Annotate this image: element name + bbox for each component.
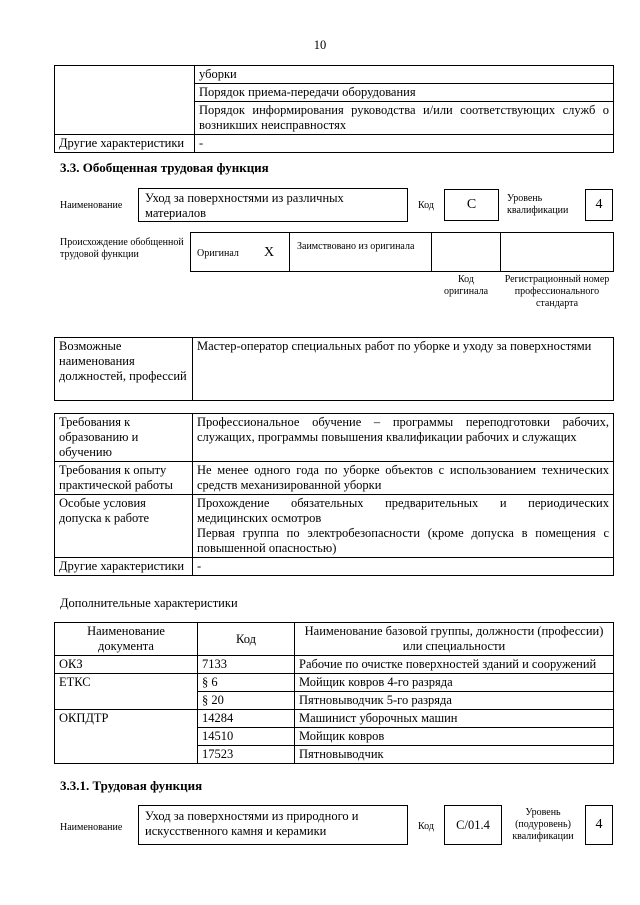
- table-row: [55, 674, 614, 692]
- other-label: Другие характеристики: [55, 135, 195, 153]
- req-label: Другие характеристики: [55, 558, 193, 576]
- reg-number-box: [500, 232, 614, 272]
- table-row: [55, 414, 614, 462]
- header-cell: Код: [198, 623, 295, 656]
- additional-table: [54, 622, 614, 764]
- header-cell: Наименование документа: [55, 623, 198, 656]
- reg-number-caption: Регистрационный номер профессионального стандарта: [504, 274, 610, 309]
- name-value: Уход за поверхностями из различных материалов: [138, 188, 408, 222]
- code-value: C: [444, 189, 499, 221]
- subsection-heading: 3.3.1. Трудовая функция: [60, 778, 203, 793]
- doc-cell: ЕТКС: [55, 674, 198, 710]
- table-cell: Порядок информирования руководства и/или соответствующих служб о возникших неисправностях: [195, 102, 614, 135]
- tf-name-value: Уход за поверхностями из природного и искусственного камня и керамики: [138, 805, 408, 845]
- origin-label: Происхождение обобщенной трудовой функции: [60, 237, 184, 260]
- table-cell: Порядок приема-передачи оборудования: [195, 84, 614, 102]
- tf-name-label: Наименование: [60, 822, 123, 833]
- req-label: Особые условия допуска к работе: [55, 495, 193, 558]
- requirements-table: [54, 413, 614, 576]
- page-number: 10: [313, 38, 327, 52]
- req-value-line: Первая группа по электробезопасности (кроме допуска в помещения с повышенной опасностью): [197, 526, 609, 555]
- name-cell: Мойщик ковров: [295, 728, 614, 746]
- table-header-row: [55, 623, 614, 656]
- doc-cell: ОКПДТР: [55, 710, 198, 764]
- name-cell: Рабочие по очистке поверхностей зданий и сооружений: [295, 656, 614, 674]
- req-value: Не менее одного года по уборке объектов с использованием технических средств механизированной уборки: [193, 462, 614, 495]
- req-label: Требования к образованию и обучению: [55, 414, 193, 462]
- name-label: Наименование: [60, 200, 123, 211]
- original-mark: X: [264, 245, 275, 260]
- table-row: [55, 558, 614, 576]
- name-cell: Машинист уборочных машин: [295, 710, 614, 728]
- level-label: Уровень квалификации: [507, 193, 569, 216]
- table-row: [55, 462, 614, 495]
- code-original-caption: Код оригинала: [443, 274, 489, 297]
- table-row: [55, 656, 614, 674]
- other-value: -: [195, 135, 614, 153]
- table-row: [55, 66, 614, 84]
- header-cell: Наименование базовой группы, должности (профессии) или специальности: [295, 623, 614, 656]
- positions-value: Мастер-оператор специальных работ по уборке и уходу за поверхностями: [193, 338, 614, 401]
- name-cell: Мойщик ковров 4-го разряда: [295, 674, 614, 692]
- table-row: [55, 338, 614, 401]
- tf-level-label: Уровень (подуровень) квалификации: [512, 807, 574, 842]
- code-cell: 7133: [198, 656, 295, 674]
- doc-cell: ОКЗ: [55, 656, 198, 674]
- code-cell: § 20: [198, 692, 295, 710]
- positions-table: [54, 337, 614, 401]
- req-value: [193, 495, 614, 558]
- tf-level-value: 4: [585, 805, 613, 845]
- name-cell: Пятновыводчик: [295, 746, 614, 764]
- code-cell: 14284: [198, 710, 295, 728]
- code-cell: 17523: [198, 746, 295, 764]
- section-heading: 3.3. Обобщенная трудовая функция: [60, 160, 269, 175]
- tf-code-label: Код: [418, 821, 434, 832]
- req-value: -: [193, 558, 614, 576]
- borrowed-label: Заимствовано из оригинала: [297, 241, 415, 252]
- req-value: Профессиональное обучение – программы переподготовки рабочих, служащих, программы повышения квалификации рабочих и служащих: [193, 414, 614, 462]
- req-value-line: Прохождение обязательных предварительных и периодических медицинских осмотров: [197, 496, 609, 525]
- original-label: Оригинал: [197, 248, 239, 259]
- tf-code-value: C/01.4: [444, 805, 502, 845]
- level-value: 4: [585, 189, 613, 221]
- table-row: [55, 495, 614, 558]
- code-original-box: [431, 232, 501, 272]
- code-label: Код: [418, 200, 434, 211]
- positions-label: Возможные наименования должностей, профессий: [55, 338, 193, 401]
- table-row: [55, 710, 614, 728]
- top-table: [54, 65, 614, 153]
- additional-title: Дополнительные характеристики: [60, 596, 238, 610]
- table-cell: уборки: [195, 66, 614, 84]
- name-cell: Пятновыводчик 5-го разряда: [295, 692, 614, 710]
- table-row: [55, 135, 614, 153]
- empty-cell: [55, 66, 195, 135]
- code-cell: 14510: [198, 728, 295, 746]
- req-label: Требования к опыту практической работы: [55, 462, 193, 495]
- code-cell: § 6: [198, 674, 295, 692]
